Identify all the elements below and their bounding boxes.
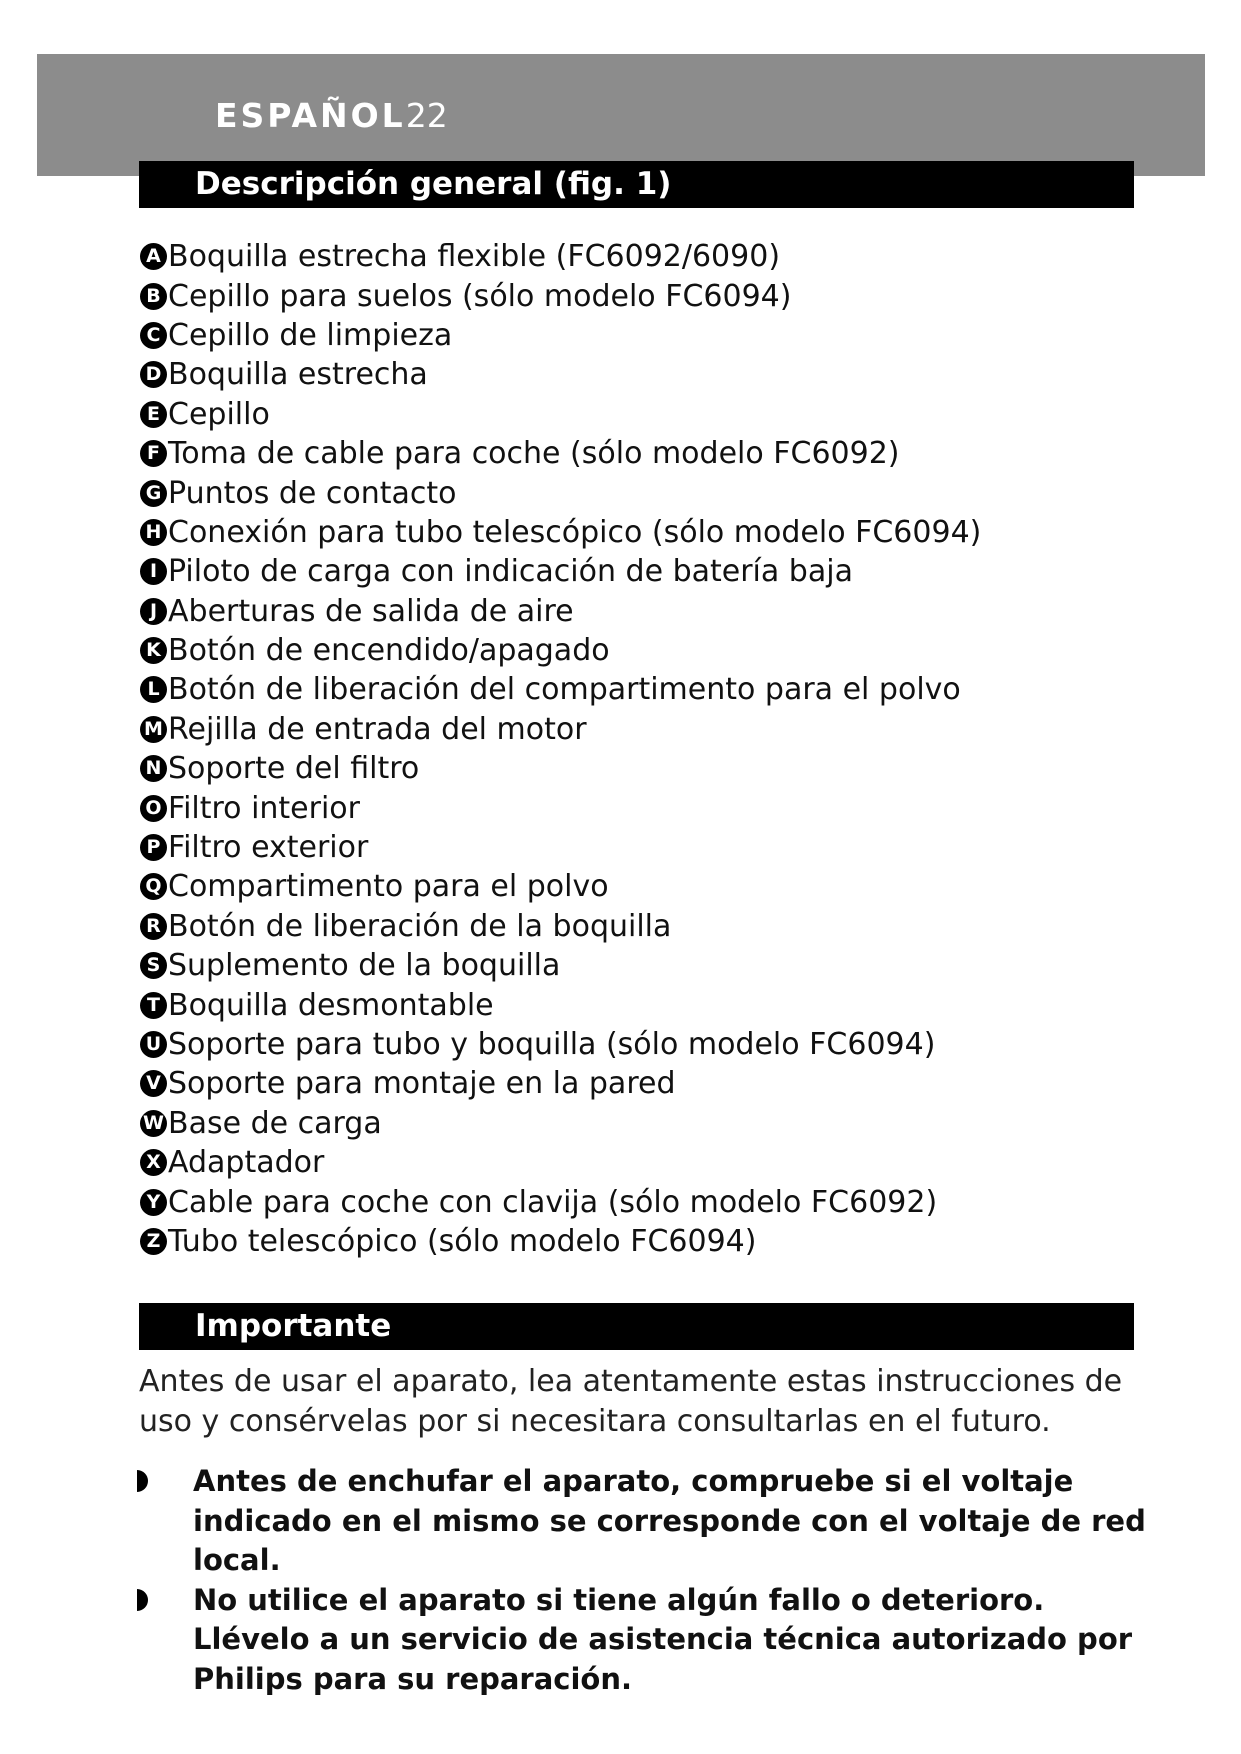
part-label: Filtro interior — [168, 790, 360, 826]
section-title-important: Importante — [139, 1303, 1134, 1350]
part-label: Botón de liberación del compartimento para el polvo — [168, 672, 961, 708]
letter-marker: Y — [140, 1189, 167, 1216]
list-item — [140, 1064, 981, 1103]
part-label: Boquilla estrecha flexible (FC6092/6090) — [168, 239, 781, 275]
letter-marker: I — [140, 558, 167, 585]
page-header — [215, 96, 448, 135]
warning-item — [137, 1462, 1147, 1581]
letter-marker: R — [140, 913, 167, 940]
part-label: Soporte para montaje en la pared — [168, 1066, 676, 1102]
part-label: Soporte del filtro — [168, 751, 420, 787]
part-label: Toma de cable para coche (sólo modelo FC6092) — [168, 436, 900, 472]
letter-marker: K — [140, 637, 167, 664]
part-label: Conexión para tubo telescópico (sólo modelo FC6094) — [168, 514, 982, 550]
part-label: Soporte para tubo y boquilla (sólo modelo FC6094) — [168, 1027, 936, 1062]
header-band — [37, 54, 1205, 176]
list-item — [140, 985, 981, 1024]
list-item — [140, 1104, 981, 1143]
letter-marker: Z — [140, 1228, 167, 1255]
list-item — [140, 749, 981, 788]
list-item — [140, 946, 981, 985]
letter-marker: C — [140, 322, 167, 349]
part-label: Cepillo — [168, 396, 270, 432]
list-item — [140, 473, 981, 512]
part-label: Tubo telescópico (sólo modelo FC6094) — [168, 1223, 757, 1259]
list-item — [140, 237, 981, 276]
letter-marker: M — [140, 716, 167, 743]
list-item — [140, 788, 981, 827]
letter-marker: O — [140, 795, 167, 822]
part-label: Adaptador — [168, 1145, 325, 1181]
list-item — [140, 552, 981, 591]
letter-marker: X — [140, 1149, 167, 1176]
list-item — [140, 592, 981, 631]
part-label: Cepillo de limpieza — [168, 317, 453, 353]
warning-list — [137, 1462, 1147, 1699]
intro-paragraph: Antes de usar el aparato, lea atentamente estas instrucciones de uso y consérvelas por si necesitara consultarlas en el futuro. — [139, 1364, 1123, 1439]
part-label: Rejilla de entrada del motor — [168, 711, 587, 747]
parts-list — [140, 237, 981, 1261]
language-label: ESPAÑOL — [215, 96, 406, 135]
letter-marker: L — [140, 676, 167, 703]
warning-text: No utilice el aparato si tiene algún fallo o deterioro. Llévelo a un servicio de asistencia técnica autorizado por Philips para su reparación. — [193, 1582, 1133, 1696]
letter-marker: Q — [140, 873, 167, 900]
letter-marker: V — [140, 1070, 167, 1097]
letter-marker: S — [140, 952, 167, 979]
letter-marker: U — [140, 1031, 167, 1058]
letter-marker: W — [140, 1110, 167, 1137]
list-item — [140, 1143, 981, 1182]
part-label: Botón de liberación de la boquilla — [168, 908, 672, 944]
part-label: Botón de encendido/apagado — [168, 633, 610, 669]
part-label: Cepillo para suelos (sólo modelo FC6094) — [168, 278, 792, 314]
letter-marker: J — [140, 598, 167, 625]
bullet-half-circle-icon — [137, 1589, 148, 1611]
list-item — [140, 670, 981, 709]
letter-marker: A — [140, 243, 167, 270]
part-label: Compartimento para el polvo — [168, 869, 609, 905]
list-item — [140, 513, 981, 552]
part-label: Suplemento de la boquilla — [168, 948, 561, 984]
list-item — [140, 828, 981, 867]
list-item — [140, 276, 981, 315]
list-item — [140, 1222, 981, 1261]
part-label: Piloto de carga con indicación de batería baja — [168, 554, 853, 590]
warning-item — [137, 1581, 1147, 1700]
section-title-overview: Descripción general (fig. 1) — [139, 161, 1134, 208]
letter-marker: H — [140, 519, 167, 546]
part-label: Puntos de contacto — [168, 475, 457, 511]
list-item — [140, 1025, 981, 1064]
part-label: Cable para coche con clavija (sólo modelo FC6092) — [168, 1184, 938, 1220]
part-label: Filtro exterior — [168, 830, 369, 866]
list-item — [140, 710, 981, 749]
letter-marker: E — [140, 401, 167, 428]
letter-marker: P — [140, 834, 167, 861]
letter-marker: D — [140, 361, 167, 388]
part-label: Boquilla desmontable — [168, 987, 494, 1023]
part-label: Aberturas de salida de aire — [168, 593, 574, 629]
letter-marker: G — [140, 480, 167, 507]
list-item — [140, 631, 981, 670]
list-item — [140, 867, 981, 906]
list-item — [140, 355, 981, 394]
list-item — [140, 1182, 981, 1221]
part-label: Boquilla estrecha — [168, 357, 428, 393]
list-item — [140, 434, 981, 473]
part-label: Base de carga — [168, 1105, 382, 1141]
list-item — [140, 316, 981, 355]
letter-marker: B — [140, 283, 167, 310]
list-item — [140, 907, 981, 946]
list-item — [140, 395, 981, 434]
letter-marker: N — [140, 755, 167, 782]
bullet-half-circle-icon — [137, 1470, 148, 1492]
page-number: 22 — [405, 96, 448, 135]
warning-text: Antes de enchufar el aparato, compruebe si el voltaje indicado en el mismo se corresponde con el voltaje de red local. — [193, 1464, 1146, 1577]
letter-marker: T — [140, 992, 167, 1019]
letter-marker: F — [140, 440, 167, 467]
